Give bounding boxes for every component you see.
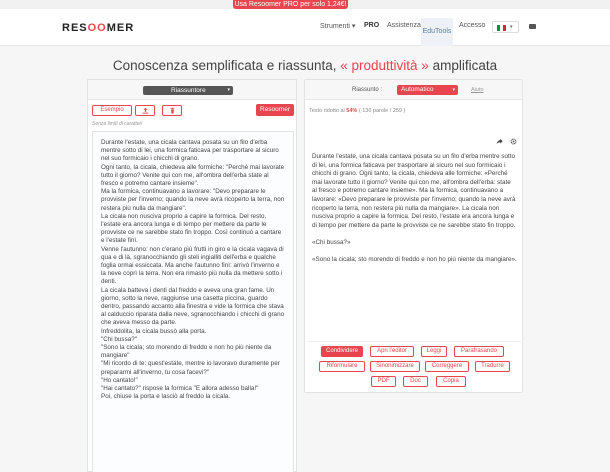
language-selector[interactable] — [492, 21, 519, 33]
mode-select[interactable] — [143, 86, 233, 95]
trash-icon — [169, 107, 176, 114]
rephrase-button[interactable]: Riformulare — [319, 361, 365, 372]
stats-suffix: ( 130 parole / 259 ) — [357, 108, 406, 114]
logo-text-suffix: MER — [106, 22, 135, 34]
nav-strumenti[interactable]: Strumenti ▾ — [320, 23, 356, 30]
summary-panel-header — [305, 80, 522, 100]
chevron-down-icon: ▾ — [227, 87, 230, 93]
summary-paragraph: Durante l'estate, una cicala cantava posata su un filo d'erba mentre sotto di lei, una formica faticava per trasportare al sicuro nel suo formicaio i chicchi di grano. Ogni tanto, la cicala, chiedeva alle formiche: «Perché mai lavorate tutto il giorno? Venite qui con me, all'ombra dell'erba: state al fresco e potremo cantare insieme». Ma la formica, continuavano a lavorare: «Devo preparare le provviste per l'inverno; quando la neve avrà ricoperto la terra, non restera più nulla da mangiare». La cicala non nusciva proprio a capire la formica. Del resto, l'estate era ancora lunga e di tempo per mettere da parte le provviste ce ne sarebbe stato fin troppo. — [312, 153, 516, 229]
input-paragraph: Poi, chiuse la porta e lasciò al freddo la cicala. — [101, 393, 231, 401]
input-paragraph: "Hai cantato?" rispose la formica "E allora adesso balla!" — [101, 385, 259, 393]
read-button[interactable]: Leggi — [421, 346, 447, 357]
clear-button[interactable] — [162, 105, 182, 116]
mode-select-value: Riassuntore — [171, 87, 206, 94]
summary-actions — [308, 341, 521, 391]
title-part-1: Conoscenza semplificata e riassunta, — [112, 58, 341, 73]
summary-mode-select[interactable] — [397, 85, 458, 95]
input-text — [93, 132, 293, 402]
input-paragraph: Venne l'autunno: non c'erano più frutti in giro e la cicala vagava di qua e di là, sgranocchiando gli steli ingialliti dell'erba e qualche foglia ormai essiccata. Ma anche l'autunno finì: arrivò l'inverno e la neve coprì la terra. Non era rimasto più nulla da mettere sotto i denti. — [101, 245, 284, 286]
settings-icon — [510, 138, 517, 145]
title-part-2: amplificata — [428, 58, 498, 73]
share-button[interactable] — [494, 138, 504, 148]
top-navigation — [0, 9, 610, 46]
input-paragraph: Infreddolita, la cicala bussò alla porta. — [101, 327, 207, 335]
chevron-down-icon: ▾ — [452, 87, 455, 93]
share-icon — [496, 138, 503, 145]
input-paragraph: "Chi bussa?" — [101, 335, 137, 343]
reduction-stats — [309, 108, 405, 114]
correct-button[interactable]: Correggere — [425, 361, 469, 372]
input-paragraph: "Mi ricordo di te: quest'estate, mentre io lavoravo duramente per prepararmi all'inverno, tu cosa facevi?" — [101, 360, 280, 376]
stats-prefix: Testo ridotto al — [309, 108, 347, 114]
input-paragraph: Ma la formica, continuavano a lavorare: "Devo preparare le provviste per l'inverno; quando la neve avrà ricoperto la terra, non restera più nulla da mangiare". — [101, 188, 285, 212]
input-textarea[interactable] — [92, 131, 294, 472]
promo-link[interactable]: Usa Resoomer PRO per solo 1,24€! — [234, 1, 347, 8]
share-summary-button[interactable]: Condividere — [321, 346, 363, 357]
summary-text — [309, 149, 519, 265]
example-button[interactable]: Esempio — [92, 105, 132, 116]
open-editor-button[interactable]: Apri l'editor — [370, 346, 414, 357]
copy-button[interactable]: Copia — [436, 376, 466, 387]
input-paragraph: La cicala batteva i denti dal freddo e aveva una gran fame. Un giorno, sotto la neve, raggiunse una casetta piccina, guardo dentro, passando accanto alla finestra e vide la formica che stava al calduccio riparata dalla neve, sgranocchiando i chicchi di grano che aveva messo da parte. — [101, 286, 285, 327]
summary-paragraph: «Sono la cicala; sto morendo di freddo e non ho più niente da mangiare». — [312, 256, 517, 264]
summary-mode-value: Automatico — [401, 86, 434, 93]
summary-output — [309, 149, 519, 341]
input-panel-header — [88, 80, 296, 100]
settings-button[interactable] — [508, 138, 518, 148]
upload-button[interactable] — [135, 105, 155, 116]
input-paragraph: La cicala non nusciva proprio a capire la formica. Del resto, l'estate era ancora lunga e di tempo per mettere da parte le provviste ce ne sarebbe stato fin troppo. Così continuò a cantare e l'estate finì. — [101, 212, 282, 245]
chevron-down-icon: ▾ — [510, 24, 513, 30]
input-paragraph: Durante l'estate, una cicala cantava posata su un filo d'erba mentre sotto di lei, una formica faticava per trasportare al sicuro nel suo formicaio i chicchi di grano. — [101, 139, 279, 163]
character-limit-note: Senza limiti di caratteri — [92, 121, 143, 127]
pdf-button[interactable]: PDF — [371, 376, 396, 387]
input-paragraph: "Ho cantato!" — [101, 376, 138, 384]
upload-icon — [142, 107, 149, 114]
summary-panel — [304, 79, 523, 393]
stats-percentage: 54% — [346, 108, 358, 114]
title-accent: « produttività » — [340, 58, 429, 73]
logo-text-prefix: RES — [62, 22, 88, 34]
logo[interactable] — [62, 22, 134, 34]
resoomer-button[interactable]: Resoomer — [256, 104, 294, 116]
nav-assistenza[interactable]: Assistenza — [387, 22, 421, 29]
translate-button[interactable]: Tradurre — [475, 361, 510, 372]
paraphrase-button[interactable]: Parafrasando — [454, 346, 504, 357]
input-paragraph: "Sono la cicala; sto morendo di freddo e non ho più niente da mangiare" — [101, 344, 272, 360]
summary-paragraph: «Chi bussa?» — [312, 238, 351, 246]
nav-edutools[interactable]: EduTools — [421, 18, 453, 46]
doc-button[interactable]: Doc — [403, 376, 428, 387]
page-title — [0, 58, 610, 73]
logo-text-accent: OO — [87, 22, 107, 34]
mail-icon[interactable] — [529, 24, 536, 29]
nav-pro[interactable]: PRO — [364, 22, 380, 29]
promo-bar — [0, 0, 610, 9]
input-panel — [87, 79, 297, 472]
help-link[interactable]: Aiuto — [471, 87, 484, 93]
summary-label: Riassunto : — [352, 87, 383, 93]
input-paragraph: Ogni tanto, la cicala, chiedeva alle formiche: "Perché mai lavorate tutto il giorno? Venite qui con me, all'ombra dell'erba state al fresco e potremo cantare insieme". — [101, 163, 285, 188]
synonymize-button[interactable]: Sinonimizzare — [370, 361, 420, 372]
italy-flag-icon — [497, 25, 506, 31]
nav-accesso[interactable]: Accesso — [459, 22, 486, 29]
